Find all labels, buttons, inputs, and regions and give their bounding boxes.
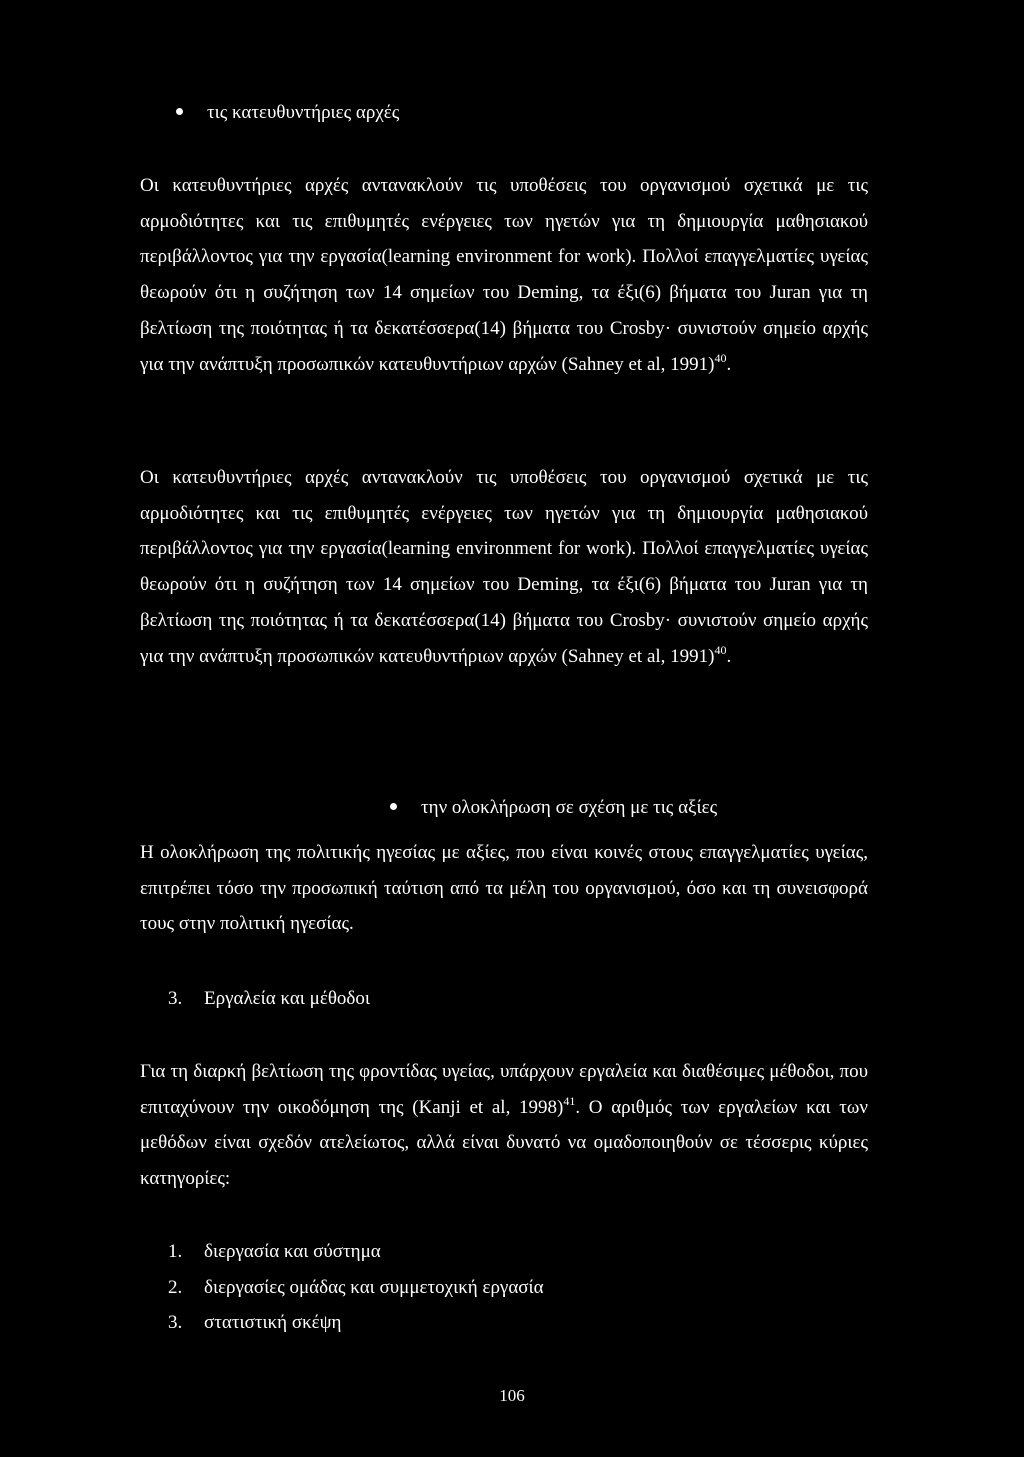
bullet-icon (390, 803, 397, 810)
list-item (168, 1270, 544, 1306)
list-item-number: 1. (168, 1241, 183, 1262)
section-number: 3. (168, 988, 183, 1009)
list-item-label: διεργασίες ομάδας και συμμετοχική εργασία (204, 1276, 544, 1298)
list-item-number: 3. (168, 1312, 183, 1333)
list-item (168, 1305, 544, 1341)
footnote-ref: 40 (714, 350, 727, 365)
bullet-icon (176, 108, 183, 115)
bullet-item-values-integration (390, 797, 717, 819)
paragraph-text-continued: . Ο αριθμός των εργαλείων και των μεθόδων είναι σχεδόν ατελείωτος, αλλά είναι δυνατό να ομαδοποιηθούν σε τέσσερις κύριες κατηγορίες: (140, 1096, 868, 1190)
bullet-item-label: τις κατευθυντήριες αρχές (207, 102, 400, 123)
bullet-item-guiding-principles (176, 102, 399, 124)
paragraph-end: . (726, 353, 732, 375)
paragraph-guiding-principles-2 (140, 460, 868, 674)
footnote-ref: 41 (563, 1093, 576, 1108)
footnote-ref: 40 (714, 642, 727, 657)
section-title: Εργαλεία και μέθοδοι (204, 988, 370, 1009)
list-item (168, 1234, 544, 1270)
list-item-label: στατιστική σκέψη (204, 1312, 342, 1333)
list-item-label: διεργασία και σύστημα (204, 1241, 381, 1262)
paragraph-guiding-principles-1 (140, 168, 868, 382)
bullet-item-label: την ολοκλήρωση σε σχέση με τις αξίες (421, 797, 718, 818)
paragraph-text: Για τη διαρκή βελτίωση της φροντίδας υγείας, υπάρχουν εργαλεία και διαθέσιμες μέθοδοι, που επιταχύνουν την οικοδόμηση της (Kanji et al, 1998) (140, 1061, 868, 1118)
paragraph-values-integration: Η ολοκλήρωση της πολιτικής ηγεσίας με αξίες, που είναι κοινές στους επαγγελματίες υγείας, επιτρέπει τόσο την προσωπική ταύτιση από τα μέλη του οργανισμού, όσο και τη συνεισφορά τους στην πολιτική ηγεσίας. (140, 842, 868, 935)
paragraph-text: Οι κατευθυντήριες αρχές αντανακλούν τις υποθέσεις του οργανισμού σχετικά με τις αρμοδιότητες και τις επιθυμητές ενέργειες των ηγετών για τη δημιουργία μαθησιακού περιβάλλοντος για την εργασία(learning environment for work). Πολλοί επαγγελματίες υγείας θεωρούν ότι η συζήτηση των 14 σημείων του Deming, τα έξι(6) βήματα του Juran για τη βελτίωση της ποιότητας ή τα δεκατέσσερα(14) βήματα του Crosby· συνιστούν σημείο αρχής για την ανάπτυξη προσωπικών κατευθυντήριων αρχών (Sahney et al, 1991) (140, 175, 868, 375)
section-heading-tools-methods (168, 988, 370, 1010)
paragraph-end: . (726, 645, 732, 667)
categories-list (168, 1234, 544, 1341)
list-item-number: 2. (168, 1276, 183, 1298)
paragraph-tools-methods (140, 1054, 868, 1197)
page-number: 106 (499, 1386, 525, 1405)
paragraph-text: Οι κατευθυντήριες αρχές αντανακλούν τις υποθέσεις του οργανισμού σχετικά με τις αρμοδιότητες και τις επιθυμητές ενέργειες των ηγετών για τη δημιουργία μαθησιακού περιβάλλοντος για την εργασία(learning environment for work). Πολλοί επαγγελματίες υγείας θεωρούν ότι η συζήτηση των 14 σημείων του Deming, τα έξι(6) βήματα του Juran για τη βελτίωση της ποιότητας ή τα δεκατέσσερα(14) βήματα του Crosby· συνιστούν σημείο αρχής για την ανάπτυξη προσωπικών κατευθυντήριων αρχών (Sahney et al, 1991) (140, 467, 868, 667)
